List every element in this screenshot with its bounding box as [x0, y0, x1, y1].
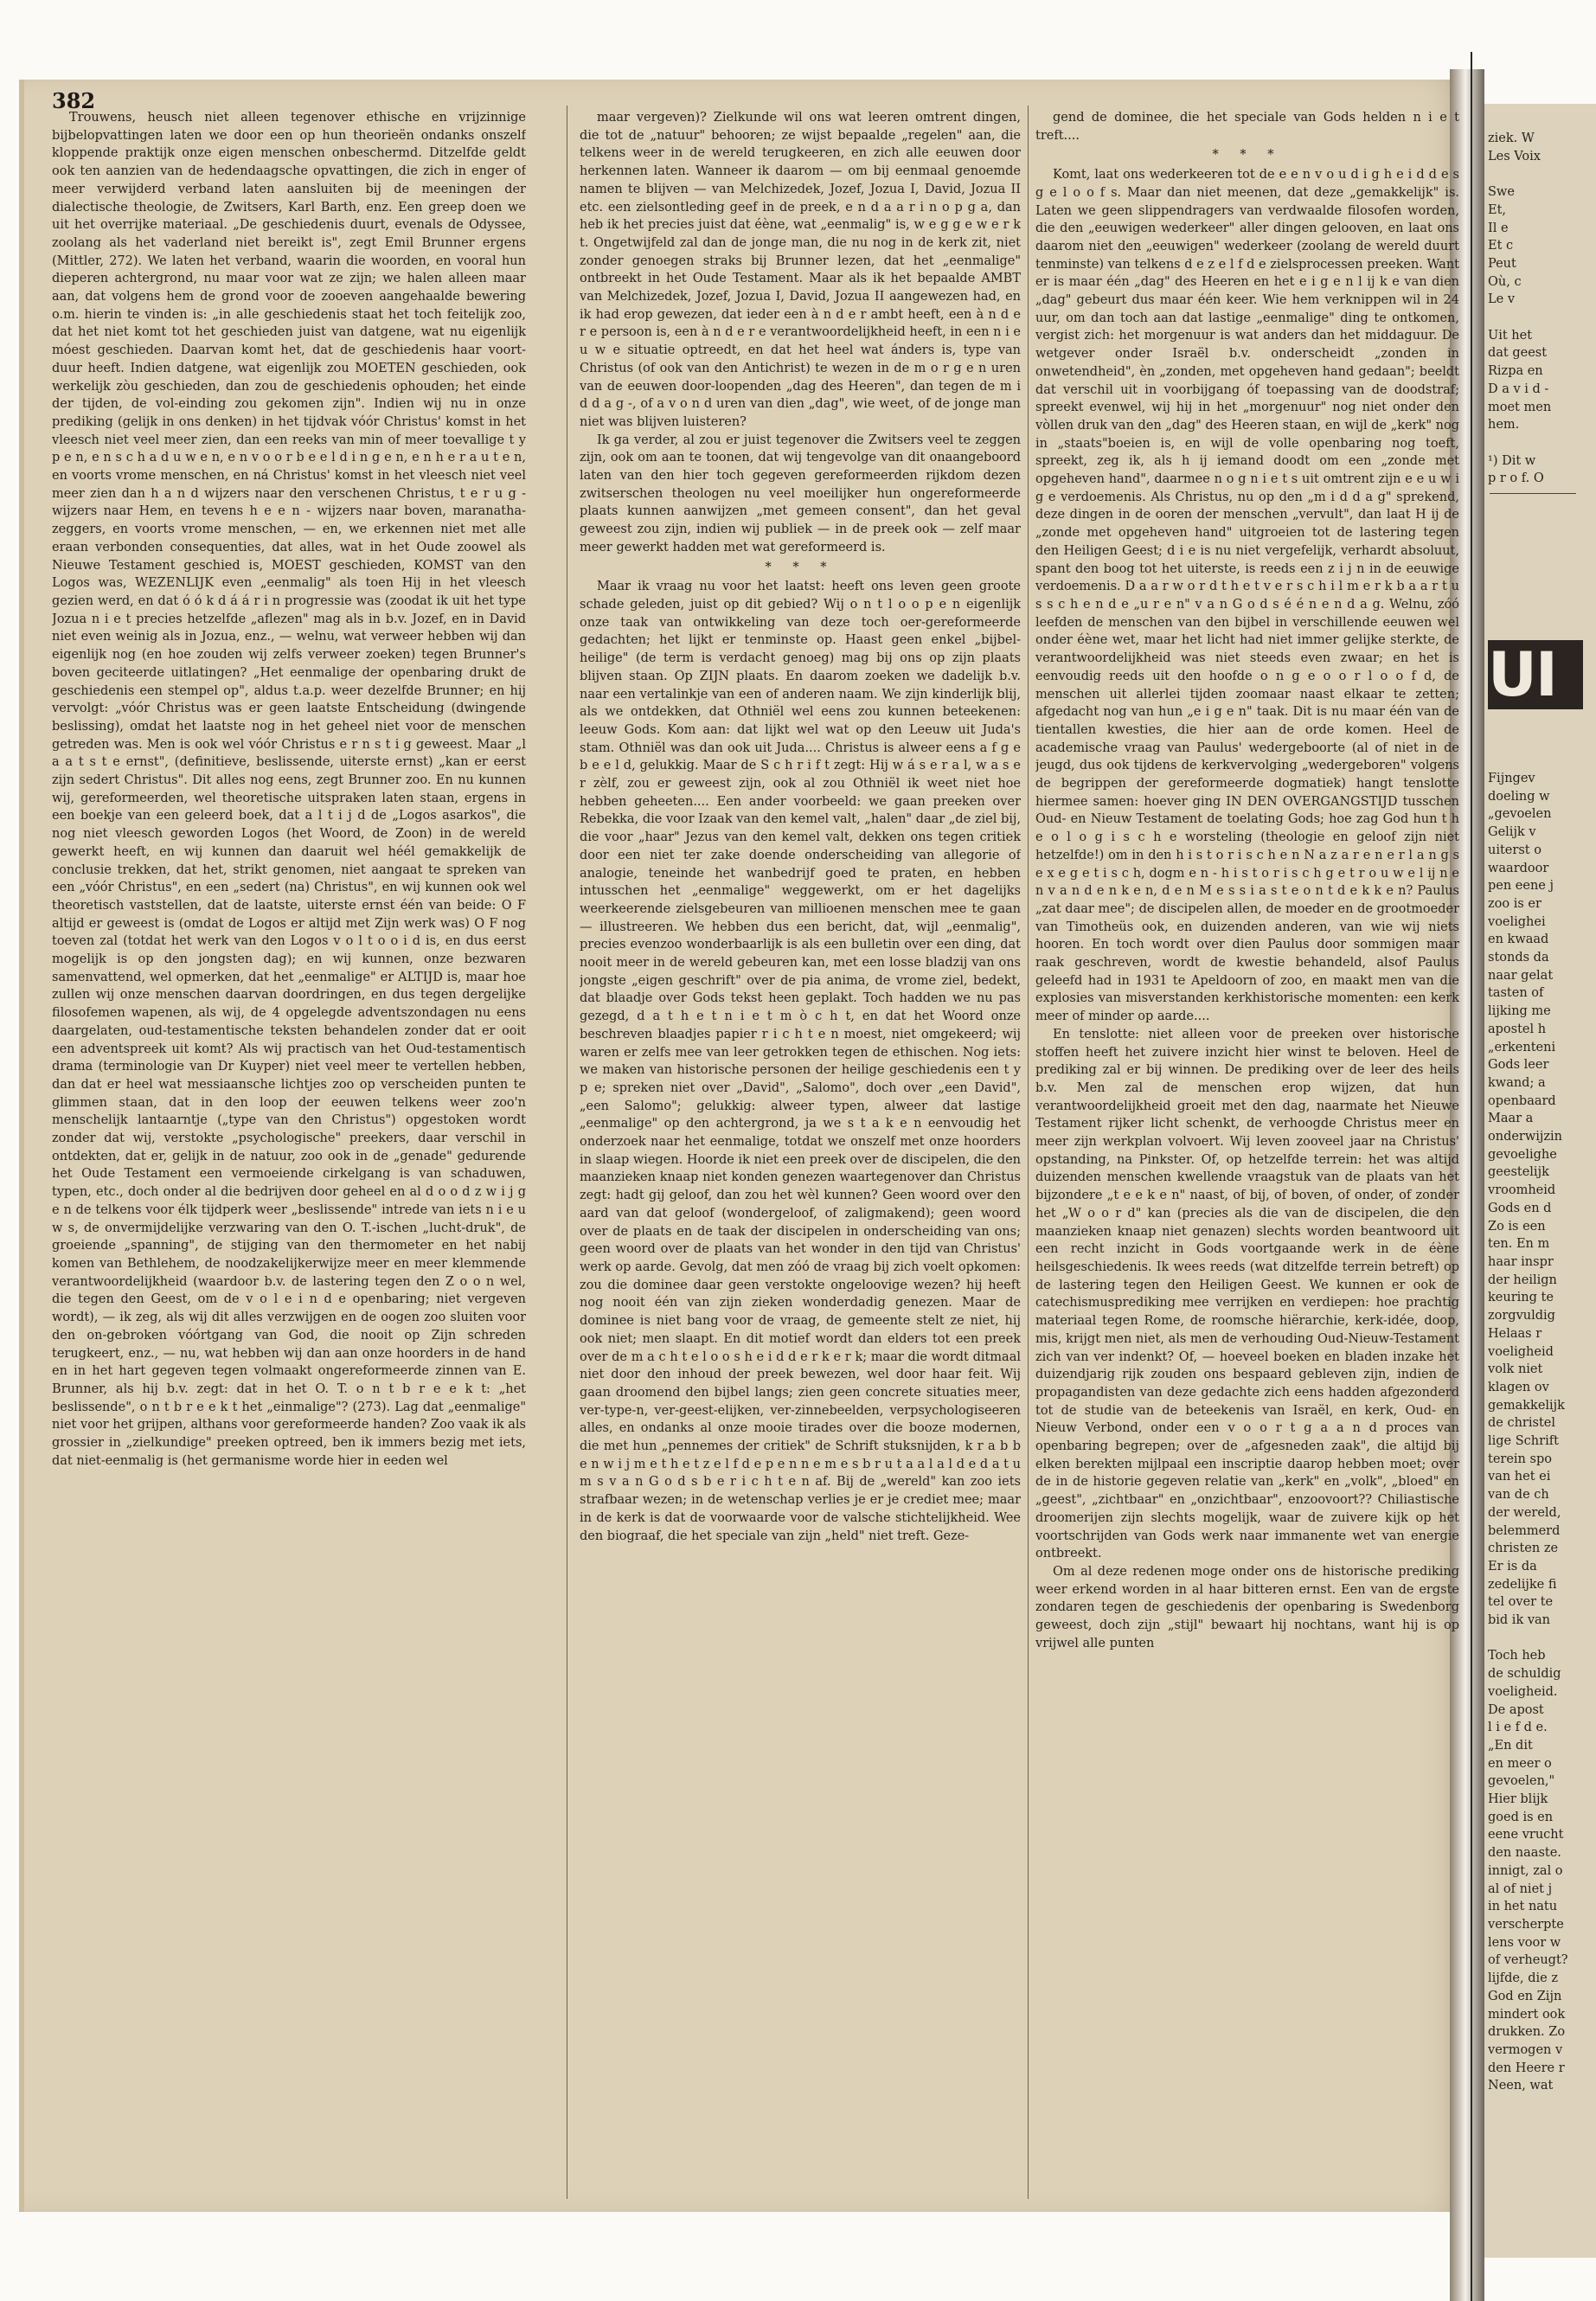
- fragment-line: l i e f d e.: [1488, 1721, 1548, 1735]
- paragraph: Ik ga verder, al zou er juist tegenover die Zwitsers veel te zeggen zijn, ook om aan te toonen, dat wij tengevolge van dit onaangeboord laten van den hier toch gegeven gereformeerden rijkdom dezen zwitserschen theologen nu veel moeilijker hun ongereformeerde plaats kunnen aanwijzen „met gemeen consent", dan het geval geweest zou zijn, indien wij publiek — in de preek ook — zelf maar meer gewerkt hadden met wat gereformeerd is.: [580, 433, 1021, 554]
- fragment-line: dat geest: [1488, 346, 1548, 361]
- fragment-line: Peut: [1488, 256, 1516, 271]
- text-column-3: [1035, 109, 1459, 2202]
- fragment-line: Uit het: [1488, 328, 1533, 343]
- fragment-line: [1488, 309, 1596, 327]
- fragment-line: Zo is een: [1488, 1219, 1546, 1234]
- fragment-line: voeligheid: [1488, 1344, 1554, 1359]
- fragment-line: „gevoelen: [1488, 807, 1552, 822]
- fragment-line: Gods leer: [1488, 1058, 1549, 1073]
- fragment-line: goed is en: [1488, 1810, 1554, 1824]
- fragment-line: eene vrucht: [1488, 1828, 1564, 1843]
- fragment-line: „En dit: [1488, 1738, 1533, 1753]
- section-separator: * * *: [765, 560, 836, 574]
- fragment-line: en kwaad: [1488, 933, 1549, 947]
- fragment-line: lige Schrift: [1488, 1434, 1559, 1449]
- fragment-line: voelighei: [1488, 914, 1546, 929]
- fragment-line: Toch heb: [1488, 1649, 1546, 1663]
- fragment-line: mindert ook: [1488, 2007, 1566, 2022]
- fragment-line: den Heere r: [1488, 2061, 1565, 2075]
- fragment-line: Hier blijk: [1488, 1792, 1548, 1807]
- paragraph: maar vergeven)? Zielkunde wil ons wat leeren omtrent dingen, die tot de „natuur" behooren; ze wijst bepaalde „regelen" aan, die telkens weer in de wereld terugkeeren, en zich alle eeuwen door herkennen laten. Wanneer ik daarom — om bij eenmaal genoemde namen te blijven — van Melchizedek, Jozef, Jozua I, David, Jozua II etc. een zielsontleding geef in de preek, e n d a a r i n o p g a, dan heb ik het precies juist dat éène, wat „eenmalig" is, w e g g e w e r k t. Ongetwijfeld zal dan de jonge man, die nu nog in de kerk zit, niet zonder genoegen straks bij Brunner lezen, dat het „eenmalige" ontbreekt in het Oude Testament. Maar als ik het bepaalde AMBT van Melchizedek, Jozef, Jozua I, David, Jozua II aangewezen had, en ik had erop gewezen, dat ieder een à n d e r ambt heeft, een à n d e r e persoon is, een à n d e r e verantwoordelijkheid heeft, in een n i e u w e situatie optreedt, en dat het heel wat ánders is, type van Christus (of ook van den Antichrist) te wezen in de m o r g e n uren van de eeuwen door-loopenden „dag des Heeren", dan tegen de m i d d a g -, of a v o n d uren van dien „dag", wie weet, of de jonge man niet was blijven luisteren?: [580, 111, 1021, 429]
- column-rule: [1028, 106, 1029, 2199]
- fragment-line: Où, c: [1488, 274, 1522, 289]
- fragment-line: moet men: [1488, 400, 1552, 414]
- fragment-line: gevoelighe: [1488, 1147, 1557, 1162]
- fragment-line: Swe: [1488, 185, 1515, 200]
- fragment-line: lijfde, die z: [1488, 1971, 1558, 1986]
- fragment-line: Gelijk v: [1488, 825, 1536, 840]
- text-column-1: [52, 109, 526, 2202]
- masthead-fragment: UI: [1488, 640, 1583, 709]
- fragment-line: Maar a: [1488, 1112, 1534, 1126]
- paragraph: En tenslotte: niet alleen voor de preeken over historische stoffen heeft het zuivere inzicht hier winst te beloven. Heel de prediking zal er bij winnen. De prediking over de leer des heils b.v. Men zal de menschen erop wijzen, dat hun verantwoordelijkheid groeit met den dag, naarmate het Nieuwe Testament rijker licht schenkt, de verhoogde Christus meer en meer zijn werkplan volvoert. Wij leven zooveel jaar na Christus' opstanding, na Pinkster. Of, op hetzelfde terrein: het was altijd duizenden menschen kwellende vraagstuk van de plaats van het bijzondere „t e e k e n" naast, of bij, of boven, of onder, of zonder het „W o o r d" kan (precies als die van de discipelen, die den maanzieken knaap niet genazen) slechts worden beantwoord uit een recht inzicht in Gods voortgaande werk in de éène heilsgeschiedenis. Ik wees reeds (wat ditzelfde terrein betreft) op de lastering tegen den Heiligen Geest. We kunnen er ook de catechismusprediking mee verrijken en verdiepen: hoe prachtig materiaal tegen Rome, de roomsche hiërarchie, kerk-idée, doop, mis, krijgt men niet, als men de verhouding Oud-Nieuw-Testament zich van ver indenkt? Of, — hoeveel boeken en bladen inzake het duizendjarig rijk zouden ons bespaard gebleven zijn, indien de propagandisten van deze gedachte zich eens hadden afgezonderd tot de studie van de beteekenis van Israël, en kerk, Oud- en Nieuw Verbond, onder een v o o r t g a a n d proces van openbaring begrepen; over de „afgesneden zaak", die altijd bij elken berekten mijlpaal een inscriptie daarop hebben moet; over de in de historie gegeven relatie van „kerk" en „volk", „bloed" en „geest", „zichtbaar" en „onzichtbaar", enzoovoort?? Chiliastische droomerijen zijn slechts mogelijk, waar de zuivere kijk op het voortschrijden van Gods werk naar immanente wet van energie ontbreekt.: [1035, 1027, 1459, 1561]
- fragment-line: Helaas r: [1488, 1326, 1542, 1341]
- fragment-line: hem.: [1488, 418, 1520, 433]
- paragraph: gend de dominee, die het speciale van Gods helden n i e t treft....: [1035, 111, 1459, 143]
- section-separator: * * *: [1212, 148, 1283, 163]
- fragment-line: den naaste.: [1488, 1846, 1561, 1861]
- fragment-line: tel over te: [1488, 1595, 1554, 1610]
- fragment-line: [1488, 1630, 1596, 1648]
- paragraph: Komt, laat ons wederkeeren tot de e e n v o u d i g h e i d d e s g e l o o f s. Maar dan niet meenen, dat deze „gemakkelijk" is. Laten we geen slippendragers van verdwaalde filosofen worden, die den „eeuwigen wederkeer" aller dingen gelooven, en laat ons daarom niet den „eeuwigen" wederkeer (zoolang de wereld duurt tenminste) van telkens d e z e l f d e zielsprocessen preeken. Want er is maar één „dag" des Heeren en het e i g e n l ij k e van dien „dag" gebeurt dus maar één keer. Wie hem verknippen wil in 24 uur, om dan toch aan dat lastige „eenmalige" ding te ontkomen, vergist zich: het morgenuur is wat anders dan het middaguur. De wetgever onder Israël b.v. onderscheidt „zonden in onwetendheid", èn „zonden, met opgeheven hand gedaan"; beeldt dat verschil uit in voorbijgang óf toepassing van de doodstraf; spreekt evenwel, wij hij in het „morgenuur" nog niet onder den vòllen druk van den „dag" des Heeren staan, en wijl de „kerk" nog in „staats"boeien is, en wijl de volle openbaring nog toeft, spreekt, zeg ik, als h ij iemand doodt om een „zonde met opgeheven hand", daarmee n o g n i e t s uit omtrent zijn e e u w i g e verdoemenis. Als Christus, nu op den „m i d d a g" sprekend, deze dingen in de ooren der menschen „vervult", dan laat H ij de „zonde met opgeheven hand" uitgroeien tot de lastering tegen den Heiligen Geest; d i e is nu niet vergefelijk, verhardt absoluut, spant den boog tot het uiterste, is reeds een z i j n in de eeuwige verdoemenis. D a a r w o r d t h e t v e r s c h i l m e r k b a a r t u s s c h e n d e „u r e n" v a n G o d s é é n e n d a g. Welnu, zóó leefden de menschen van den bijbel in verschillende eeuwen wel onder éène wet, maar het licht had niet immer gelijke sterkte, de verantwoordelijkheid was niet steeds even zwaar; en het is eenvoudig reeds uit den hoofde o n g e o o r l o o f d, de menschen uit allerlei tijden zoomaar naast elkaar te zetten; afgedacht nog van hun „e i g e n" taak. Dit is nu maar één van de tientallen kwesties, die hier aan de orde komen. Heel de academische vraag van Paulus' wedergeboorte (al of niet in de jeugd, dus ook tijdens de kerkvervolging „wedergeboren" volgens de begrippen der gereformeerde dogmatiek) hangt tenslotte hiermee samen: hoever ging IN DEN OVERGANGSTIJD tusschen Oud- en Nieuw Testament de toelating Gods; hoe zag God hun t h e o l o g i s c h e worsteling (theologie en geloof zijn niet hetzelfde!) om in den h i s t o r i s c h e n N a z a r e n e r l a n g s e x e g e t i s c h, dogm e n - h i s t o r i s c h g e t r o u w e l ij n e n v a n d e n k e n, d e n M e s s i a s t e o n t d e k k e n? Paulus „zat daar mee"; de discipelen allen, de moeder en de grootmoeder van Timotheüs ook, en duizenden anderen, van wie wij niets hooren. En toch wordt over dien Paulus door sommigen maar raak geschreven, wordt de kwestie behandeld, alsof Paulus geleefd had in 1931 te Apeldoorn of zoo, en maakt men van die explosies van misverstanden kerkhistorische momenten: een kerk meer of minder op aarde....: [1035, 168, 1459, 1024]
- fragment-line: ten. En m: [1488, 1237, 1550, 1252]
- fragment-line: [1488, 165, 1596, 183]
- fragment-line: Le v: [1488, 292, 1516, 307]
- fragment-line: ziek. W: [1488, 131, 1535, 145]
- text-column-2: [580, 109, 1021, 2202]
- fragment-line: bid ik van: [1488, 1613, 1551, 1628]
- fragment-line: klagen ov: [1488, 1380, 1549, 1394]
- fragment-line: de schuldig: [1488, 1667, 1561, 1682]
- fragment-line: haar inspr: [1488, 1254, 1554, 1269]
- fragment-line: Les Voix: [1488, 149, 1541, 163]
- fragment-line: voeligheid.: [1488, 1684, 1558, 1699]
- fragment-line: D a v i d -: [1488, 381, 1549, 396]
- fragment-line: vroomheid: [1488, 1183, 1556, 1198]
- fragment-line: keuring te: [1488, 1291, 1554, 1305]
- fragment-line: belemmerd: [1488, 1523, 1561, 1538]
- fragment-line: onderwijzin: [1488, 1130, 1563, 1144]
- fragment-line: der heilign: [1488, 1272, 1557, 1287]
- fragment-line: Et,: [1488, 202, 1507, 217]
- fragment-line: doeling w: [1488, 789, 1550, 804]
- fragment-line: innigt, zal o: [1488, 1863, 1563, 1878]
- fragment-line: van de ch: [1488, 1488, 1549, 1503]
- fragment-line: waardoor: [1488, 861, 1549, 875]
- fragment-line: christen ze: [1488, 1541, 1559, 1556]
- fragment-line: lijking me: [1488, 1004, 1551, 1019]
- fragment-line: zorgvuldig: [1488, 1309, 1555, 1324]
- fragment-line: De apost: [1488, 1702, 1544, 1717]
- fragment-line: der wereld,: [1488, 1505, 1561, 1520]
- fragment-line: gevoelen,": [1488, 1774, 1555, 1789]
- fragment-line: geestelijk: [1488, 1165, 1549, 1180]
- right-page-fragments-lower: [1488, 770, 1596, 2240]
- fragment-line: van het ei: [1488, 1470, 1551, 1484]
- fragment-line: Il e: [1488, 221, 1509, 235]
- fragment-line: lens voor w: [1488, 1935, 1561, 1950]
- fragment-line: zedelijke fi: [1488, 1577, 1557, 1592]
- fragment-line: pen eene j: [1488, 879, 1554, 894]
- fragment-line: al of niet j: [1488, 1881, 1553, 1896]
- fragment-line: in het natu: [1488, 1900, 1558, 1914]
- fragment-line: Neen, wat: [1488, 2079, 1554, 2093]
- fragment-line: of verheugt?: [1488, 1953, 1568, 1968]
- paragraph: Maar ik vraag nu voor het laatst: heeft ons leven geen groote schade geleden, juist op dit gebied? Wij o n t l o o p e n eigenlijk onze taak van ontwikkeling van deze toch oer-gereformeerde gedachten; het lijkt er tenminste op. Haast geen enkel „bijbel-heilige" (de term is verdacht genoeg) mag bij ons op zijn plaats blijven staan. Op ZIJN plaats. En daarom zoeken we dadelijk b.v. naar een vertalinkje van een of anderen naam. We zijn kinderlijk blij, als we ontdekken, dat Othniël wel eens zou kunnen beteekenen: leeuw Gods. Kom aan: dat lijkt wel wat op den Leeuw uit Juda's stam. Othniël was dan ook uit Juda.... Christus is alweer eens a f g e b e e l d, gelukkig. Maar de S c h r i f t zegt: Hij w á s e r a l, w a s e r zèlf, zou er geweest zijn, ook al zou Othniël ik weet niet hoe hebben geheeten.... Een ander voorbeeld: we gaan preeken over Rebekka, die voor Izaak van den kemel valt, „halen" daar „de ziel bij, die voor „haar" Jezus van den kemel valt, dekken ons tegen critiek door een niet ter zake doende onderscheiding van allegorie of analogie, teneinde het wanbedrijf goed te praten, en hebben intusschen het „eenmalige" weggewerkt, om er het dagelijks weerkeerende zielsgebeuren van millioenen menschen mee te gaan — illustreeren. We hebben dus een bericht, dat, wijl „eenmalig", precies evenzoo wonderbaarlijk is als een bulletin over een ding, dat nooit meer in de wereld gebeuren kan, met een losse bladzij van ons jongste „eigen geschrift" over de pia anima, de vrome ziel, bedekt, dat blaadje over Gods tekst heen geplakt. Toch hadden we nu pas gezegd, d a t h e t n i e t m ò c h t, en dat het Woord onze beschreven blaadjes papier r i c h t e n moest, niet omgekeerd; wij waren er zelfs mee van leer getrokken tegen de ethischen. Nog iets: we maken van historische personen der heilige geschiedenis een t y p e; spreken niet over „David", „Salomo", doch over „een David", „een Salomo"; gelukkig: alweer typen, alweer dat lastige „eenmalige" op den achtergrond, ja we s t a k e n eenvoudig het onderzoek naar het eenmalige, totdat we onszelf met onze hoorders in slaap wiegen. Hoorde ik niet een preek over de discipelen, die den maanzieken knaap niet konden genezen waartegenover dan Christus zegt: hadt gij geloof, dan zou het wèl kunnen? Geen woord over den aard van dat geloof (wondergeloof, of zaligmakend); geen woord over de plaats en de taak der discipelen in onderscheiding van ons; geen woord over de plaats van het wonder in den tijd van Christus' werk op aarde. Gevolg, dat men zóó de vraag bij zich voelt opkomen: zou die dominee daar geen verstokte ongeloovige wezen? hij heeft nog nooit één van zijn zieken wonderdadig genezen. Maar de dominee is niet bang voor de vraag, de gemeente stelt ze niet, hij ook niet; men slaapt. En dit motief wordt dan elders tot een preek over de m a c h t e l o o s h e i d d e r k e r k; maar die wordt ditmaal niet door den inhoud der preek bewezen, wel door haar feit. Wij gaan droomend den bijbel langs; zien geen concrete situaties meer, ver-type-n, ver-geest-elijken, ver-zinnebeelden, verpsychologiseeren alles, en ondanks al onze mooie tirades over die booze modernen, die met hun „pennemes der critiek" de Schrift stuksnijden, k r a b b e n w i j m e t h e t z e l f d e p e n n e m e s b r u t a a l a l d e d a t u m s v a n G o d s b e r i c h t e n af. Bij de „wereld" kan zoo iets strafbaar wezen; in de wetenschap verlies je er je crediet mee; maar in de kerk is dat de voorwaarde voor de valsche stichtelijkheid. Wee den biograaf, die het speciale van zijn „held" niet treft. Geze-: [580, 580, 1021, 1543]
- fragment-line: naar gelat: [1488, 968, 1554, 983]
- fragment-line: Gods en d: [1488, 1201, 1552, 1215]
- fragment-line: Rizpa en: [1488, 364, 1543, 379]
- footnote-line: p r o f. O: [1488, 471, 1544, 486]
- fragment-line: kwand; a: [1488, 1075, 1546, 1090]
- fragment-line: tasten of: [1488, 986, 1544, 1001]
- fragment-line: verscherpte: [1488, 1918, 1564, 1932]
- fragment-line: terein spo: [1488, 1452, 1552, 1466]
- spacer: [1488, 434, 1596, 452]
- paragraph: Trouwens, heusch niet alleen tegenover ethische en vrijzinnige bijbelopvattingen laten we door een op hun theorieën ondanks onszelf kloppende praktijk onze eigen menschen onbeschermd. Ditzelfde geldt ook ten aanzien van de hedendaagsche opvattingen, die zich in enger of meer verwijderd verband laten aansluiten bij de meeningen der dialectische theologie, de Zwitsers, Karl Barth, enz. Een greep doen we uit het overrijke materiaal. „De geschiedenis duurt, evenals de Odyssee, zoolang als het vaderland niet bereikt is", zegt Emil Brunner ergens (Mittler, 272). We laten het verband, waarin die woorden, en vooral hun dieperen achtergrond, nu maar voor wat ze zijn; we halen alleen maar aan, dat volgens hem de grond voor de zooeven aangehaalde bewering o.m. hierin te vinden is: „in alle geschiedenis staat het toch feitelijk zoo, dat het niet komt tot het geschieden juist van datgene, wat nu eigenlijk móest geschieden. Daarvan komt het, dat de geschiedenis haar voort-duur heeft. Indien datgene, wat eigenlijk zou MOETEN geschieden, ook werkelijk zòu geschieden, dan zou de geschiedenis ophouden; het einde der tijden, de vol-einding zou gekomen zijn". Indien wij nu in onze prediking (gelijk in ons denken) in het tijdvak vóór Christus' komst in het vleesch niet veel meer zien, dan een reeks van min of meer toevallige t y p e n, e n s c h a d u w e n, e n v o o r b e e l d i n g e n, e n h e r a u t e n, en voorts vrome menschen, en ná Christus' komst in het vleesch niet veel meer zien dan h a n d wijzers naar den verschenen Christus, t e r u g - wijzers naar Hem, en tevens h e e n - wijzers naar boven, maranatha-zeggers, en voorts vrome menschen, — en, we erkennen niet met alle eraan verbonden consequenties, dat alles, wat in het Oude zoowel als Nieuwe Testament geschied is, MOEST geschieden, KOMST van den Logos was, WEZENLIJK even „eenmalig" als toen Hij in het vleesch gezien werd, en dat ó ó k d á á r i n progressie was (zoodat ik uit het type Jozua n i e t precies hetzelfde „aflezen" mag als in b.v. Jozef, en in David niet even weinig als in Jozua, enz., — welnu, wat verweer hebben wij dan eigenlijk nog (en hoe zouden wij zelfs verweer zoeken) tegen Brunner's boven geciteerde uitlatingen? „Het eenmalige der openbaring drukt de geschiedenis een stempel op", aldus t.a.p. weer dezelfde Brunner; en hij vervolgt: „vóór Christus was er geen laatste Entscheidung (dwingende beslissing), omdat het laatste nog in het geheel niet voor de menschen getreden was. Men is ook wel vóór Christus e r n s t i g geweest. Maar „l a a t s t e ernst", (definitieve, beslissende, uiterste ernst) „kan er eerst zijn sedert Christus". Dit alles nog eens, zegt Brunner zoo. En nu kunnen wij, gereformeerden, wel theoretische uitspraken laten staan, ergens in een boekje van een geleerd boek, dat a l t i j d de „Logos asarkos", die nog niet vleesch geworden Logos (het Woord, de Zoon) in de wereld gewerkt heeft, en wij kunnen dan daaruit wel héél gemakkelijk de conclusie trekken, dat het, strikt genomen, niet aangaat te spreken van een „vóór Christus", en een „sedert (na) Christus", en wij kunnen ook wel theoretisch vaststellen, dat de laatste, uiterste ernst één van beide: O F altijd er geweest is (omdat de Logos er altijd met Zijn werk was) O F nog toeven zal (totdat het werk van den Logos v o l t o o i d is, en dus eerst mogelijk is op den jongsten dag); en wij kunnen, onze bezwaren samenvattend, wel opmerken, dat het „eenmalige" er ALTIJD is, maar hoe zullen wij onze menschen daarvan doordringen, en dus tegen dergelijke filosofemen wapenen, als wij, de 4 opgelegde adventszondagen nu eens daargelaten, oud-testamentische teksten behandelen zonder dat er ooit een adventspreek uit komt? Als wij practisch van het Oud-testamentisch drama (terminologie van Dr Kuyper) niet veel meer te vertellen hebben, dan dat er heel wat messiaansche lichtjes zoo op verscheiden punten te glimmen staan, dat in den loop der eeuwen telkens weer zoo'n menschelijk lantaarntje („type van den Christus") opgestoken wordt zonder dat wij, verstokte „psychologische" preekers, daar verschil in ontdekten, dat er, gelijk in de natuur, zoo ook in de „genade" gedurende het Oude Testament een vermoeiende cirkelgang is van schaduwen, typen, etc., doch onder al die bedrijven door geheel en al d o o d z w i j g e n de telkens voor élk tijdperk weer „beslissende" intrede van iets n i e u w s, de onvermijdelijke verzwaring van den O. T.-ischen „lucht-druk", de groeiende „spanning", de stijging van den thermometer en het nabij komen van Bethlehem, de noodzakelijkerwijze meer en meer klemmende verantwoordelijkheid (waardoor b.v. de lastering tegen den Z o o n wel, die tegen den Geest, om de v o l e i n d e openbaring; niet vergeven wordt), — ik zeg, als wij dit alles verzwijgen en de oogen zoo sluiten voor den on-gebroken vóórtgang van God, die nooit op Zijn schreden terugkeert, enz., — nu, wat hebben wij dan aan onze hoorders in de hand en in het hart gegeven tegen volmaakt ongereformeerde zinnen van E. Brunner, als hij b.v. zegt: dat in het O. T. o n t b r e e k t: „het beslissende", o n t b r e e k t het „einmalige"? (273). Lag dat „eenmalige" niet voor het grijpen, althans voor gereformeerde handen? Zoo vaak ik als grossier in „zielkundige" preeken optreed, ben ik immers bezig met iets, dat niet-eenmalig is (het germanisme worde hier in eeden wel: [52, 111, 526, 1468]
- fragment-line: God en Zijn: [1488, 1989, 1562, 2003]
- fragment-line: „erkenteni: [1488, 1040, 1556, 1054]
- fragment-line: drukken. Zo: [1488, 2025, 1566, 2040]
- footnote-line: ¹) Dit w: [1488, 453, 1536, 468]
- fragment-line: openbaard: [1488, 1093, 1556, 1108]
- fragment-line: en meer o: [1488, 1756, 1552, 1771]
- fragment-line: zoo is er: [1488, 896, 1542, 911]
- fragment-line: apostel h: [1488, 1022, 1547, 1036]
- fragment-line: Et c: [1488, 239, 1514, 253]
- fragment-line: uiterst o: [1488, 843, 1542, 857]
- paragraph: Om al deze redenen moge onder ons de historische prediking weer erkend worden in al haar bitteren ernst. Een van de ergste zondaren tegen de geschiedenis der openbaring is Swedenborg geweest, doch zijn „stijl" bewaart hij nochtans, want hij is op vrijwel alle punten: [1035, 1564, 1459, 1650]
- fragment-line: volk niet: [1488, 1362, 1543, 1377]
- fragment-line: de christel: [1488, 1416, 1555, 1431]
- fragment-line: gemakkelijk: [1488, 1398, 1565, 1413]
- fragment-line: Er is da: [1488, 1559, 1537, 1574]
- spine-line: [1471, 52, 1472, 2301]
- footnote-rule: [1490, 493, 1576, 494]
- fragment-line: vermogen v: [1488, 2042, 1563, 2057]
- fragment-line: Fijngev: [1488, 772, 1535, 785]
- page-number: 382: [52, 88, 96, 113]
- fragment-line: stonds da: [1488, 951, 1549, 965]
